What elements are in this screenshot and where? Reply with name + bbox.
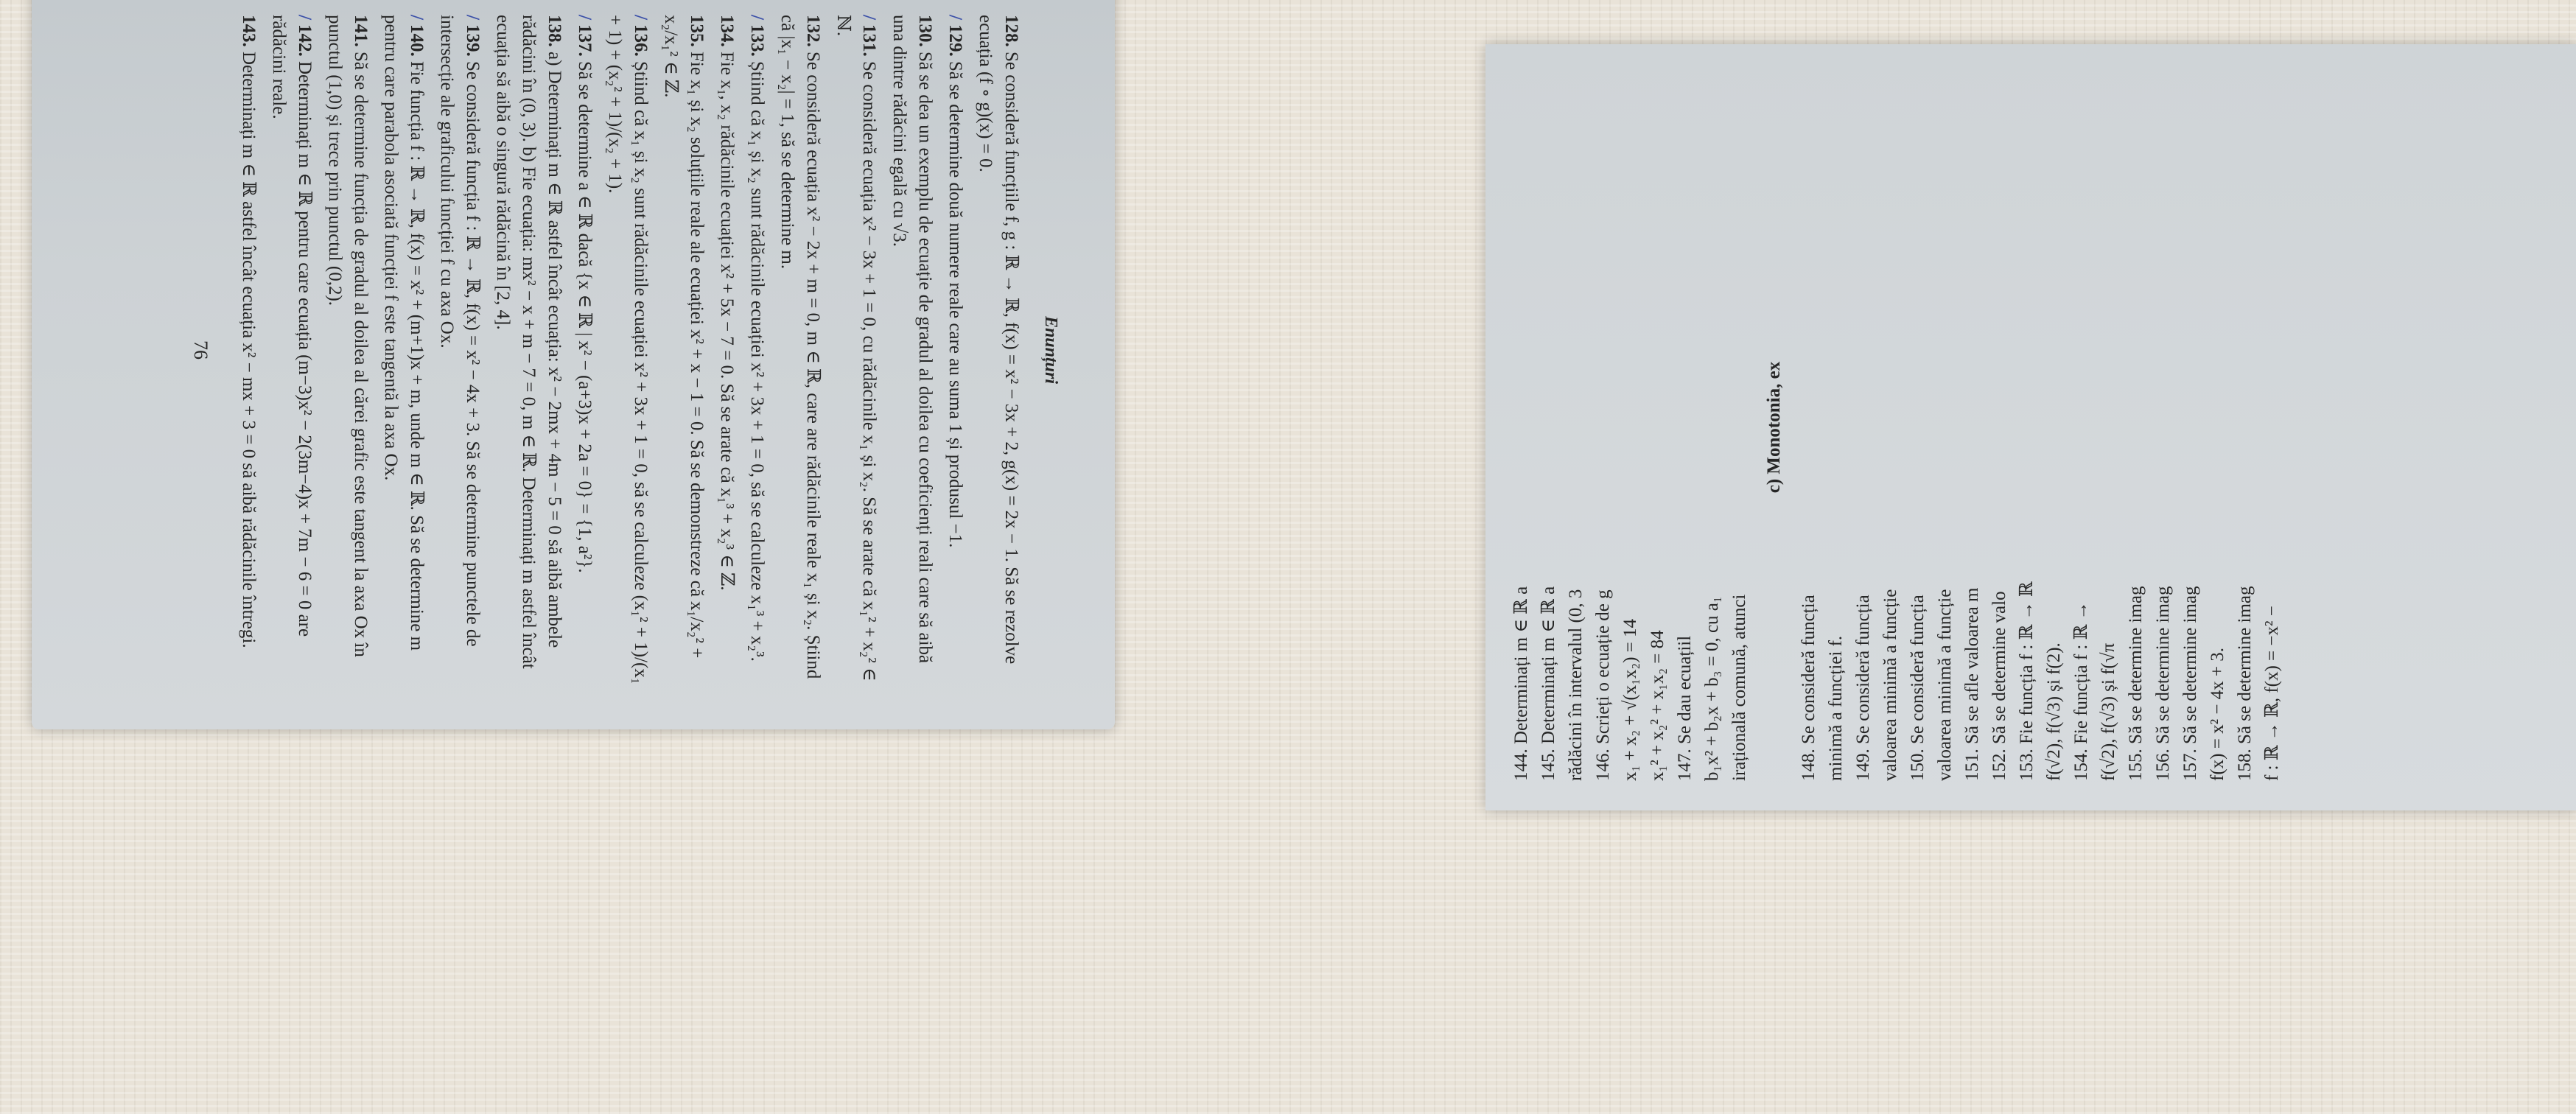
right-line: f(x) = x² − 4x + 3. xyxy=(2208,647,2227,781)
right-line: irațională comună, atunci xyxy=(1729,594,1749,781)
right-line: valoarea minimă a funcție xyxy=(1935,589,1955,781)
problem-133: /133. Știind că x₁ și x₂ sunt rădăcinile ecuației x² + 3x + 1 = 0, să se calculeze x₁³ + x₂³. xyxy=(747,15,767,662)
right-line: f(√2), f(√3) și f(2). xyxy=(2044,642,2064,781)
right-line: 148. Se consideră funcția xyxy=(1799,595,1819,781)
problem-128: 128. Se consideră funcțiile f, g : ℝ → ℝ, f(x) = x² − 3x + 2, g(x) = 2x − 1. Să se rezolve ecuația (f ∘ g)(x) = 0. xyxy=(976,15,1021,665)
right-line: 154. Fie funcția f : ℝ → xyxy=(2071,601,2091,781)
checkmark-icon: / xyxy=(463,15,483,20)
problem-139: /139. Se consideră funcția f : ℝ → ℝ, f(x) = x² − 4x + 3. Să se determine punctele de intersecție ale graficului funcției f cu axa Ox. xyxy=(437,15,483,647)
right-line: 150. Se consideră funcția xyxy=(1908,595,1928,781)
right-book-page xyxy=(1485,44,2576,810)
problem-list xyxy=(236,15,1024,685)
checkmark-icon: / xyxy=(295,15,315,20)
problem-136: /136. Știind că x₁ și x₂ sunt rădăcinile ecuației x² + 3x + 1 = 0, să se calculeze (x₁² + 1)/(x₁ + 1) + (x₂² + 1)/(x₂ + 1). xyxy=(605,15,651,684)
problem-135: 135. Fie x₁ și x₂ soluțiile reale ale ecuației x² + x − 1 = 0. Să se demonstreze că x₁/x₂² + x₂/x₁² ∈ ℤ. xyxy=(661,15,707,659)
problem-137: /137. Să se determine a ∈ ℝ dacă {x ∈ ℝ | x² − (a+3)x + 2a = 0} = {1, a²}. xyxy=(575,15,595,573)
right-line: valoarea minimă a funcție xyxy=(1880,589,1900,781)
checkmark-icon: / xyxy=(407,15,427,20)
checkmark-icon: / xyxy=(945,15,965,20)
problem-142: /142. Determinați m ∈ ℝ pentru care ecuația (m−3)x² − 2(3m−4)x + 7m − 6 = 0 are rădăcini reale. xyxy=(269,15,315,637)
right-line: x₁² + x₂² + x₁x₂ = 84 xyxy=(1648,630,1667,781)
right-line: b₁x² + b₂x + b₃ = 0, cu a₁ xyxy=(1702,596,1722,781)
checkmark-icon: / xyxy=(747,15,767,20)
right-line: f(√2), f(√3) și f(√π xyxy=(2099,642,2118,781)
right-line: 157. Să se determine imag xyxy=(2180,586,2200,781)
right-line: 145. Determinați m ∈ ℝ a xyxy=(1539,586,1558,781)
right-line: 149. Se consideră funcția xyxy=(1853,595,1873,781)
right-line: 152. Să se determine valo xyxy=(1989,591,2009,781)
problem-131: /131. Se consideră ecuația x² − 3x + 1 = 0, cu rădăcinile x₁ și x₂. Să se arate că x₁² + x₂² ∈ ℕ. xyxy=(833,15,879,682)
problem-132: 132. Se consideră ecuația x² − 2x + m = 0, m ∈ ℝ, care are rădăcinile reale x₁ și x₂. Știind că |x₁ − x₂| = 1, să se determine m. xyxy=(777,15,823,679)
right-line: 155. Să se determine imag xyxy=(2126,586,2146,781)
problem-130: 130. Să se dea un exemplu de ecuație de gradul al doilea cu coeficienți reali care să aibă una dintre rădăcini egală cu √3. xyxy=(889,15,935,664)
checkmark-icon: / xyxy=(575,15,595,20)
right-line: 151. Să se afle valoarea m xyxy=(1962,587,1982,781)
right-line: rădăcini în intervalul (0, 3 xyxy=(1566,589,1586,781)
page-number: 76 xyxy=(190,340,211,360)
problem-141: 141. Să se determine funcția de gradul al doilea al cărei grafic este tangent la axa Ox în punctul (1,0) și trece prin punctul (0,2). xyxy=(325,15,371,657)
checkmark-icon: / xyxy=(859,15,879,20)
right-line: 147. Se dau ecuațiil xyxy=(1675,635,1695,781)
right-line: x₁ + x₂ + √(x₁x₂) = 14 xyxy=(1620,618,1640,781)
problem-134: 134. Fie x₁, x₂ rădăcinile ecuației x² + 5x − 7 = 0. Să se arate că x₁³ + x₂³ ∈ ℤ. xyxy=(717,15,737,591)
right-line: 146. Scrieți o ecuație de g xyxy=(1593,589,1613,781)
problem-140: /140. Fie funcția f : ℝ → ℝ, f(x) = x² + (m+1)x + m, unde m ∈ ℝ. Să se determine m pentru care parabola asociată funcției f este tangentă la axa Ox. xyxy=(381,15,427,651)
right-line: 144. Determinați m ∈ ℝ a xyxy=(1511,586,1531,781)
problem-143: 143. Determinați m ∈ ℝ astfel încât ecuația x² − mx + 3 = 0 să aibă rădăcinile întregi. xyxy=(239,15,259,648)
right-line: 158. Să se determine imag xyxy=(2235,586,2255,781)
page-header: Enunțuri xyxy=(1041,315,1060,385)
right-line: 156. Să se determine imag xyxy=(2153,586,2173,781)
problem-129: /129. Să se determine două numere reale care au suma 1 și produsul −1. xyxy=(945,15,965,548)
checkmark-icon: / xyxy=(631,15,651,20)
right-line: 153. Fie funcția f : ℝ → ℝ xyxy=(2017,581,2037,781)
right-line: minimă a funcției f. xyxy=(1826,635,1846,781)
section-title: c) Monotonia, ex xyxy=(1764,361,1784,494)
left-book-page xyxy=(32,0,1115,729)
problem-138: 138. a) Determinați m ∈ ℝ astfel încât ecuația: x² − 2mx + 4m − 5 = 0 să aibă ambele rădăcini în (0, 3). b) Fie ecuația: mx² − x + m − 7 = 0, m ∈ ℝ. Determinați m astfel încât ecuația să aibă o singură rădăcină în [2, 4]. xyxy=(493,15,564,669)
right-line: f : ℝ → ℝ, f(x) = −x² − xyxy=(2262,606,2282,781)
